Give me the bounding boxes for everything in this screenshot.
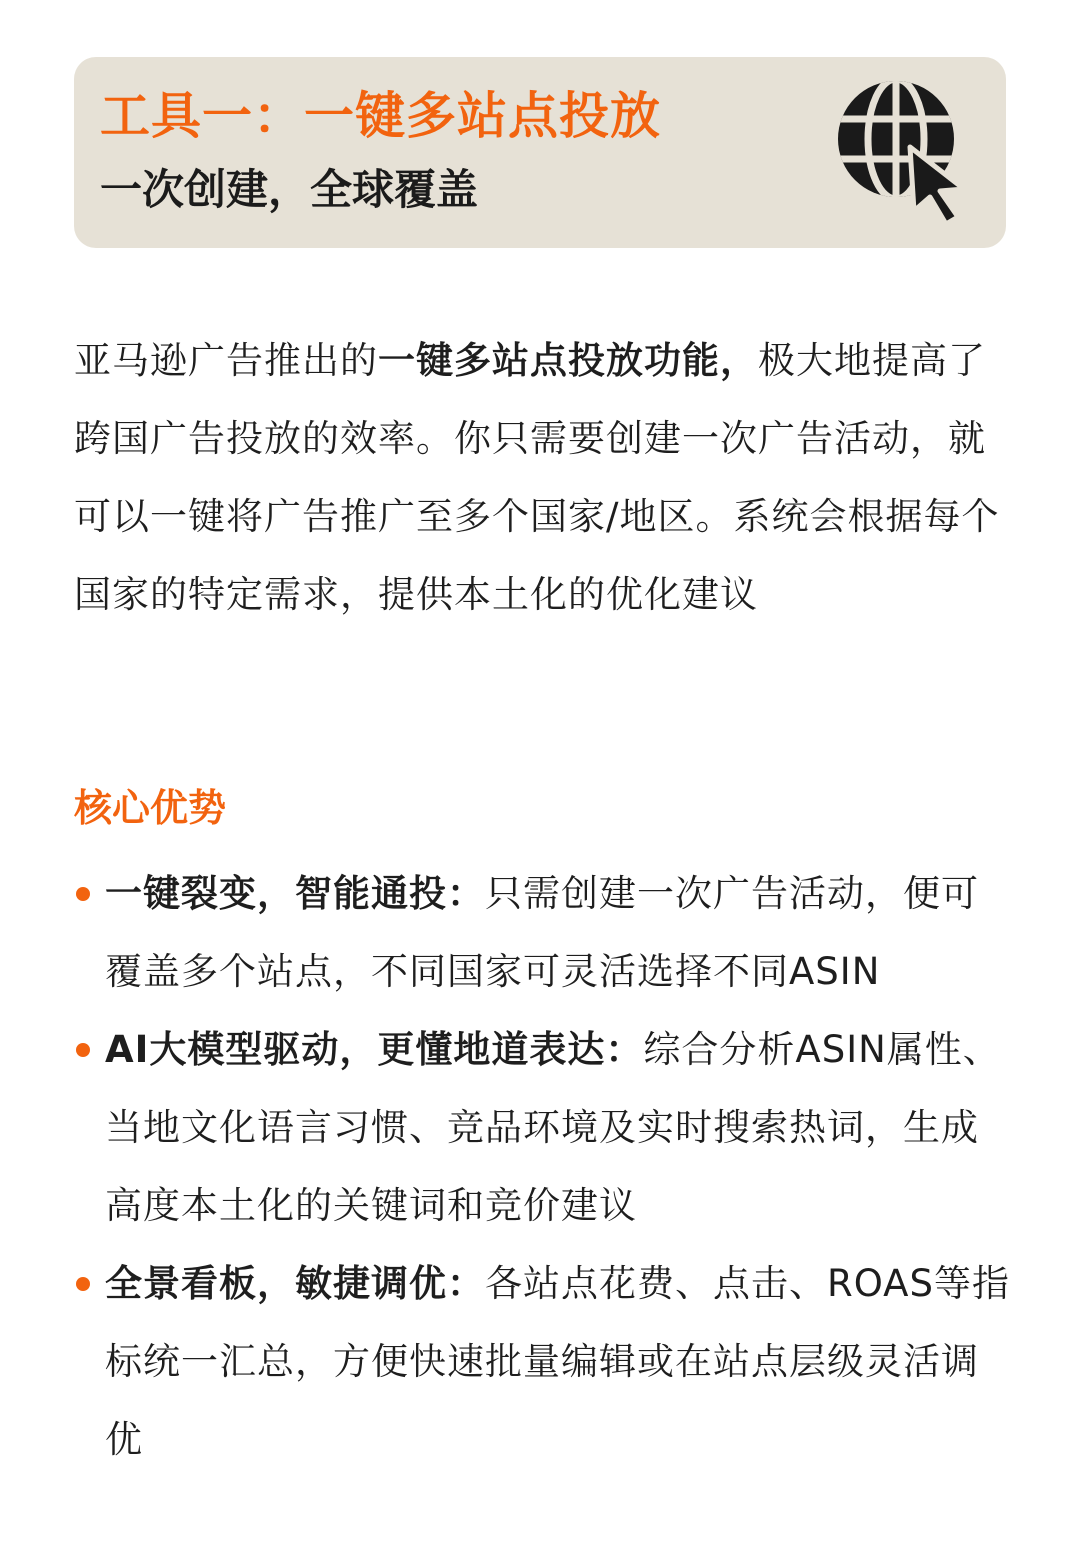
list-item: [74, 1011, 1014, 1245]
list-item: [74, 1245, 1014, 1479]
bullet-dot-icon: [76, 1277, 90, 1291]
bullet-heading: 全景看板，敏捷调优：: [105, 1262, 485, 1305]
bullet-body: 各站点花费、点击、ROAS等指标统一汇总，方便快速批量编辑或在站点层级灵活调优: [105, 1262, 1010, 1461]
intro-text-before: 亚马逊广告推出的: [74, 339, 378, 382]
advantages-list: [74, 855, 1014, 1479]
intro-text-after: 极大地提高了跨国广告投放的效率。你只需要创建一次广告活动，就可以一键将广告推广至多个国家/地区。系统会根据每个国家的特定需求，提供本土化的优化建议: [74, 339, 1000, 616]
header-title: 工具一：一键多站点投放: [100, 87, 661, 145]
bullet-dot-icon: [76, 1043, 90, 1057]
list-item: [74, 855, 1014, 1011]
globe-cursor-icon: [834, 77, 974, 227]
intro-highlight: 一键多站点投放功能，: [378, 339, 758, 382]
header-card: [74, 57, 1006, 248]
bullet-body: 综合分析ASIN属性、当地文化语言习惯、竞品环境及实时搜索热词，生成高度本土化的关键词和竞价建议: [105, 1028, 1001, 1227]
intro-paragraph: [74, 322, 1014, 634]
header-subtitle: 一次创建，全球覆盖: [100, 165, 479, 214]
bullet-heading: AI大模型驱动，更懂地道表达：: [105, 1028, 644, 1071]
bullet-heading: 一键裂变，智能通投：: [105, 872, 485, 915]
bullet-dot-icon: [76, 887, 90, 901]
section-title: 核心优势: [74, 786, 227, 830]
bullet-body: 只需创建一次广告活动，便可覆盖多个站点，不同国家可灵活选择不同ASIN: [105, 872, 979, 993]
